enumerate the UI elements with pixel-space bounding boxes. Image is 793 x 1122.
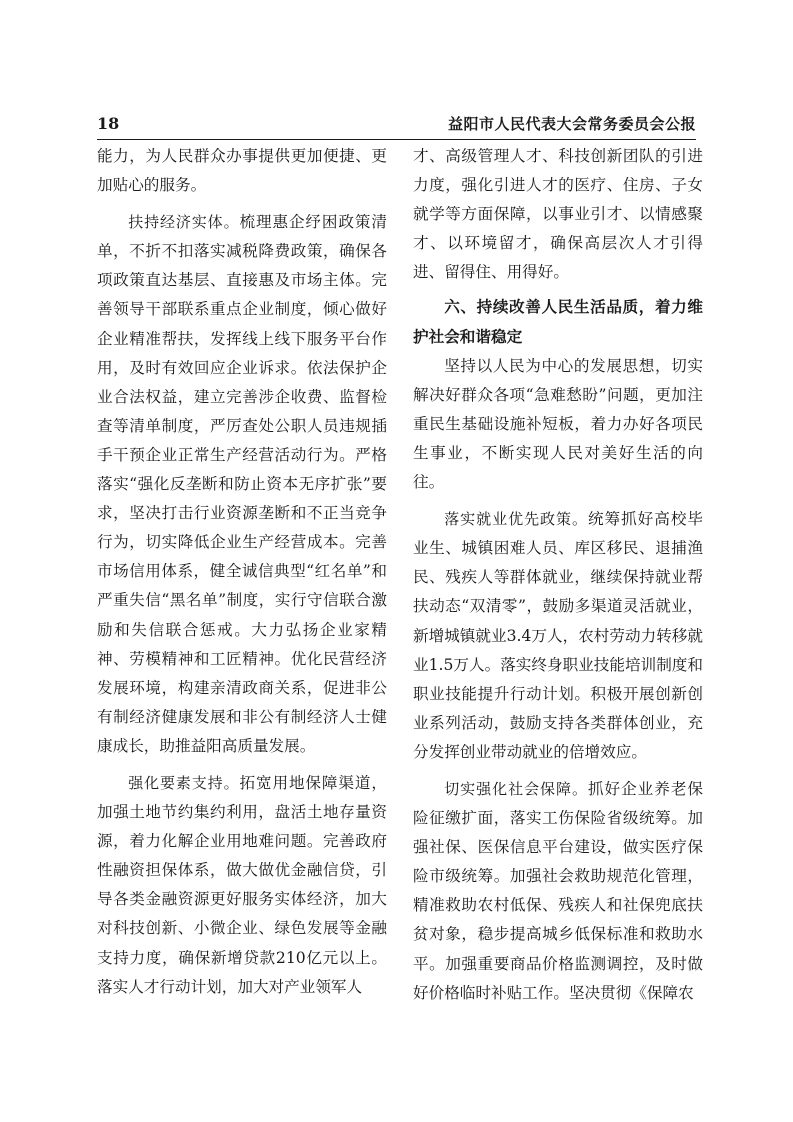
paragraph-factor-support: [97, 769, 387, 1002]
paragraph-body: 统筹抓好高校毕业生、城镇困难人员、库区移民、退捕渔民、残疾人等群体就业，继续保持就业帮扶动态“双清零”，鼓励多渠道灵活就业，新增城镇就业3.4万人，农村劳动力转移就业1.5万人。落实终身职业技能培训制度和职业技能提升行动计划。积极开展创新创业系列活动，鼓励支持各类群体创业，充分发挥创业带动就业的倍增效应。: [413, 510, 703, 761]
paragraph-continued: 能力，为人民群众办事提供更加便捷、更加贴心的服务。: [97, 147, 387, 195]
page-header: [97, 114, 696, 140]
paragraph-body: 拓宽用地保障渠道，加强土地节约集约利用，盘活土地存量资源，着力化解企业用地难问题。完善政府性融资担保体系，做大做优金融信贷，引导各类金融资源更好服务实体经济，加大对科技创新、小微企业、绿色发展等金融支持力度，确保新增贷款210亿元以上。落实人才行动计划，加大对产业领军人: [97, 773, 387, 996]
paragraph-body: 梳理惠企纾困政策清单，不折不扣落实减税降费政策，确保各项政策直达基层、直接惠及市场主体。完善领导干部联系重点企业制度，倾心做好企业精准帮扶，发挥线上线下服务平台作用，及时有效回应企业诉求。依法保护企业合法权益，建立完善涉企收费、监督检查等清单制度，严厉查处公职人员违规插手干预企业正常生产经营活动行为。严格落实“强化反垄断和防止资本无序扩张”要求，坚决打击行业资源垄断和不正当竞争行为，切实降低企业生产经营成本。完善市场信用体系，健全诚信典型“红名单”和严重失信“黑名单”制度，实行守信联合激励和失信联合惩戒。大力弘扬企业家精神、劳模精神和工匠精神。优化民营经济发展环境，构建亲清政商关系，促进非公有制经济健康发展和非公有制经济人士健康成长，助推益阳高质量发展。: [97, 213, 387, 755]
paragraph-lead: 强化要素支持。: [128, 773, 240, 792]
page-number: 18: [97, 114, 120, 133]
paragraph-lead: 切实强化社会保障。: [444, 779, 588, 798]
journal-title: 益阳市人民代表大会常务委员会公报: [447, 115, 696, 133]
paragraph-employment: [413, 505, 703, 767]
header-rule: [97, 139, 696, 140]
section-heading: 六、持续改善人民生活品质，着力维护社会和谐稳定: [413, 298, 703, 346]
paragraph-support-economy: [97, 208, 387, 761]
paragraph-social-security: [413, 775, 703, 1008]
paragraph-body: 抓好企业养老保险征缴扩面，落实工伤保险省级统筹。加强社保、医保信息平台建设，做实医疗保险市级统筹。加强社会救助规范化管理，精准救助农村低保、残疾人和社保兜底扶贫对象，稳步提高城乡低保标准和救助水平。加强重要商品价格监测调控，及时做好价格临时补贴工作。坚决贯彻《保障农: [413, 779, 703, 1002]
paragraph-section-intro: 坚持以人民为中心的发展思想，切实解决好群众各项“急难愁盼”问题，更加注重民生基础设施补短板，着力办好各项民生事业，不断实现人民对美好生活的向往。: [413, 356, 703, 492]
paragraph-continued: 才、高级管理人才、科技创新团队的引进力度，强化引进人才的医疗、住房、子女就学等方面保障，以事业引才、以情感聚才、以环境留才，确保高层次人才引得进、留得住、用得好。: [413, 147, 703, 282]
right-column: [413, 142, 703, 1008]
paragraph-lead: 扶持经济实体。: [128, 213, 240, 232]
paragraph-lead: 落实就业优先政策。: [444, 510, 588, 529]
left-column: [97, 142, 387, 1002]
